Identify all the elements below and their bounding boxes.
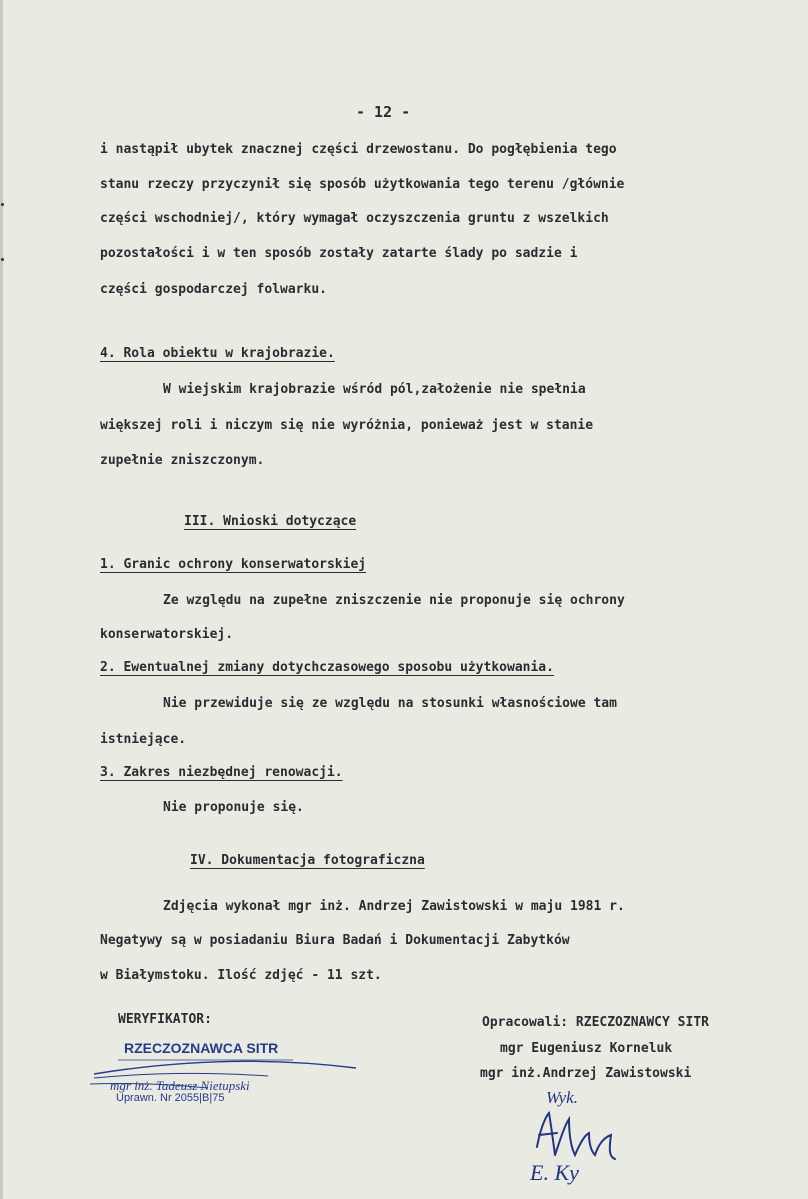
- subsection-heading: 3. Zakres niezbędnej renowacji.: [100, 765, 343, 780]
- body-line: i nastąpił ubytek znacznej części drzewostanu. Do pogłębienia tego: [100, 142, 617, 157]
- body-line: większej roli i niczym się nie wyróżnia, ponieważ jest w stanie: [100, 418, 594, 433]
- body-line: Ze względu na zupełne zniszczenie nie proponuje się ochrony: [163, 593, 625, 608]
- verifier-stamp: [88, 1030, 358, 1110]
- body-line: konserwatorskiej.: [100, 627, 234, 642]
- chapter-heading: III. Wnioski dotyczące: [184, 514, 357, 529]
- handwritten-initials: E. Ky: [530, 1160, 579, 1185]
- body-line: Nie przewiduje się ze względu na stosunki własnościowe tam: [163, 696, 617, 711]
- verifier-label: WERYFIKATOR:: [118, 1012, 212, 1027]
- stamp-title: RZECZOZNAWCA SITR: [124, 1040, 279, 1056]
- stamp-name: mgr inż. Tadeusz Nietupski: [110, 1078, 250, 1093]
- body-line: zupełnie zniszczonym.: [100, 453, 265, 468]
- chapter-heading: IV. Dokumentacja fotograficzna: [190, 853, 425, 868]
- body-line: części wschodniej/, który wymagał oczyszczenia gruntu z wszelkich: [100, 211, 609, 226]
- subsection-heading: 1. Granic ochrony konserwatorskiej: [100, 557, 367, 572]
- body-line: Zdjęcia wykonał mgr inż. Andrzej Zawistowski w maju 1981 r.: [163, 899, 625, 914]
- binding-hole-mark: [1, 258, 4, 261]
- body-line: części gospodarczej folwarku.: [100, 282, 327, 297]
- body-line: stanu rzeczy przyczynił się sposób użytkowania tego terenu /głównie: [100, 177, 625, 192]
- section-heading: 4. Rola obiektu w krajobrazie.: [100, 346, 335, 361]
- prepared-by-line: Opracowali: RZECZOZNAWCY SITR: [482, 1015, 709, 1030]
- body-line: istniejące.: [100, 732, 187, 747]
- body-line: W wiejskim krajobrazie wśród pól,założenie nie spełnia: [163, 382, 586, 397]
- subsection-heading: 2. Ewentualnej zmiany dotychczasowego sposobu użytkowania.: [100, 660, 554, 675]
- stamp-license: Uprawn. Nr 2055|B|75: [116, 1092, 225, 1104]
- page-number: - 12 -: [356, 103, 411, 121]
- handwritten-label: Wyk.: [546, 1088, 578, 1107]
- body-line: w Białymstoku. Ilość zdjęć - 11 szt.: [100, 968, 382, 983]
- page-edge: [0, 0, 3, 1199]
- prepared-by-line: mgr inż.Andrzej Zawistowski: [480, 1066, 692, 1081]
- binding-hole-mark: [1, 203, 4, 206]
- body-line: pozostałości i w ten sposób zostały zatarte ślady po sadzie i: [100, 246, 578, 261]
- prepared-by-line: mgr Eugeniusz Korneluk: [500, 1041, 673, 1056]
- body-line: Nie proponuje się.: [163, 800, 304, 815]
- body-line: Negatywy są w posiadaniu Biura Badań i Dokumentacji Zabytków: [100, 933, 570, 948]
